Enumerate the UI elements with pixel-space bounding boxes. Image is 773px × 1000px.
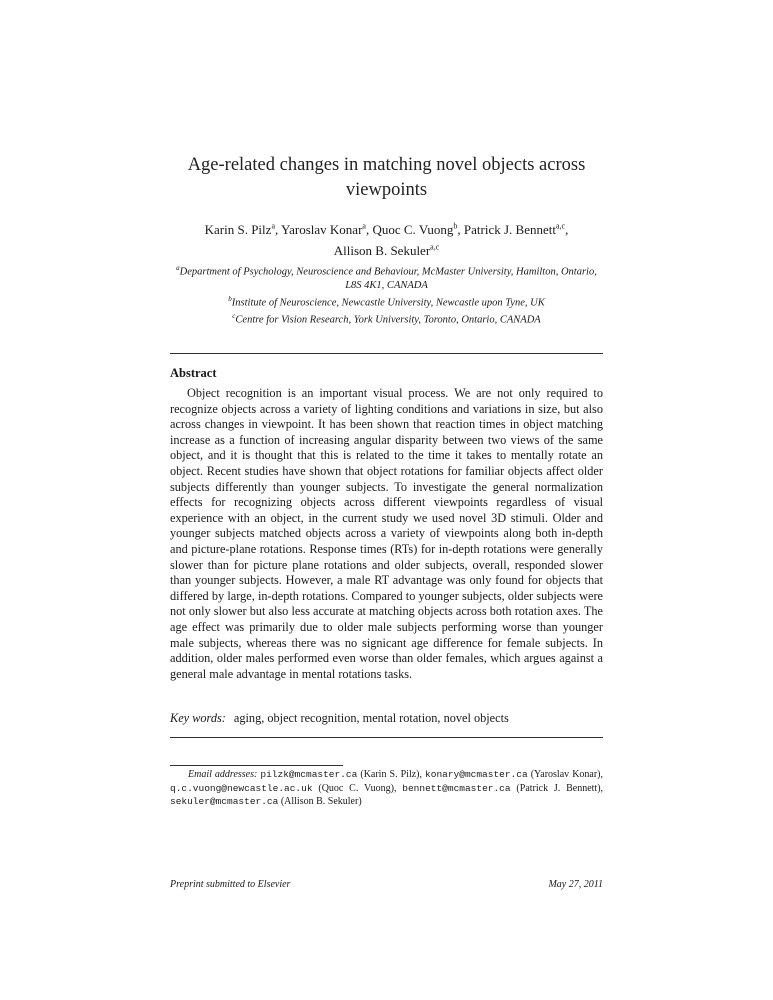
author: Allison B. Sekuler$^{a,c}$ — [333, 242, 440, 258]
footer-date: May 27, 2011 — [548, 879, 603, 890]
email-link[interactable]: pilzk@mcmaster.ca — [260, 769, 358, 780]
author: Quoc C. Vuong$^b$, — [372, 222, 464, 238]
email-link[interactable]: q.c.vuong@newcastle.ac.uk — [170, 782, 313, 794]
email-footnote — [170, 768, 603, 809]
footer-journal: Preprint submitted to Elsevier — [170, 879, 291, 890]
email-entry: pilzk@mcmaster.ca (Karin S. Pilz), — [260, 769, 426, 780]
abstract-heading: Abstract — [170, 366, 217, 380]
email-entry: konary@mcmaster.ca (Yaroslav Konar), — [425, 769, 604, 780]
footnote-rule — [170, 765, 343, 766]
email-link[interactable]: sekuler@mcmaster.ca — [170, 796, 279, 807]
abstract-text: Object recognition is an important visual process. We are not only required to recognize objects across a variety of lighting conditions and variations in size, but also across changes in viewpoint. It has been shown that reaction times in object matching increase as a function of increasing angular disparity between two views of the same object, and it is thought that this is related to the time it takes to mentally rotate an object. Recent studies have shown that object rotations for familiar objects affect older subjects differently than younger subjects. To investigate the general normalization effects for recognizing objects across different viewpoints regardless of visual experience with an object, in the current study we used novel 3D stimuli. Older and younger subjects matched objects across a variety of viewpoints along both in-depth and picture-plane rotations. Response times (RTs) for in-depth rotations were generally slower than for picture plane rotations and older subjects, overall, responded slower than younger subjects. However, a male RT advantage was only found for objects that differed by large, in-depth rotations. Compared to younger subjects, older subjects were not only slower but also less accurate at matching objects across both rotation axes. The age effect was primarily due to older male subjects performing worse than younger male subjects, whereas there was no signicant age difference for female subjects. In addition, older males performed even worse than older females, which argues against a general male advantage in mental rotations tasks. — [170, 386, 603, 681]
affiliation-list — [170, 262, 603, 327]
author-list — [170, 218, 603, 259]
email-entry: sekuler@mcmaster.ca (Allison B. Sekuler) — [170, 796, 362, 807]
affiliation: $^a$Department of Psychology, Neuroscience and Behaviour, McMaster University, Hamilton, Ontario, L8S 4K1, CANADA — [176, 264, 597, 291]
email-entry: q.c.vuong@newcastle.ac.uk (Quoc C. Vuong), — [170, 782, 403, 794]
abstract-top-rule — [170, 353, 603, 354]
email-link[interactable]: konary@mcmaster.ca — [425, 769, 528, 780]
email-entry: bennett@mcmaster.ca (Patrick J. Bennett), — [402, 782, 604, 794]
email-link[interactable]: bennett@mcmaster.ca — [402, 782, 511, 794]
footnote-label: Email addresses: — [188, 769, 258, 780]
page-footer — [170, 879, 603, 890]
author: Patrick J. Bennett$^{a,c}$, — [463, 222, 569, 238]
paper-title: Age-related changes in matching novel objects across viewpoints — [187, 155, 586, 200]
affiliation: $^b$Institute of Neuroscience, Newcastle University, Newcastle upon Tyne, UK — [228, 294, 545, 308]
affiliation: $^c$Centre for Vision Research, York University, Toronto, Ontario, CANADA — [232, 311, 541, 325]
keywords-label: Key words: — [170, 711, 226, 725]
keywords-text: aging, object recognition, mental rotation, novel objects — [233, 711, 509, 725]
keywords — [170, 711, 603, 726]
abstract-bottom-rule — [170, 737, 603, 738]
author: Yaroslav Konar$^a$, — [281, 222, 373, 238]
author: Karin S. Pilz$^a$, — [204, 222, 282, 238]
